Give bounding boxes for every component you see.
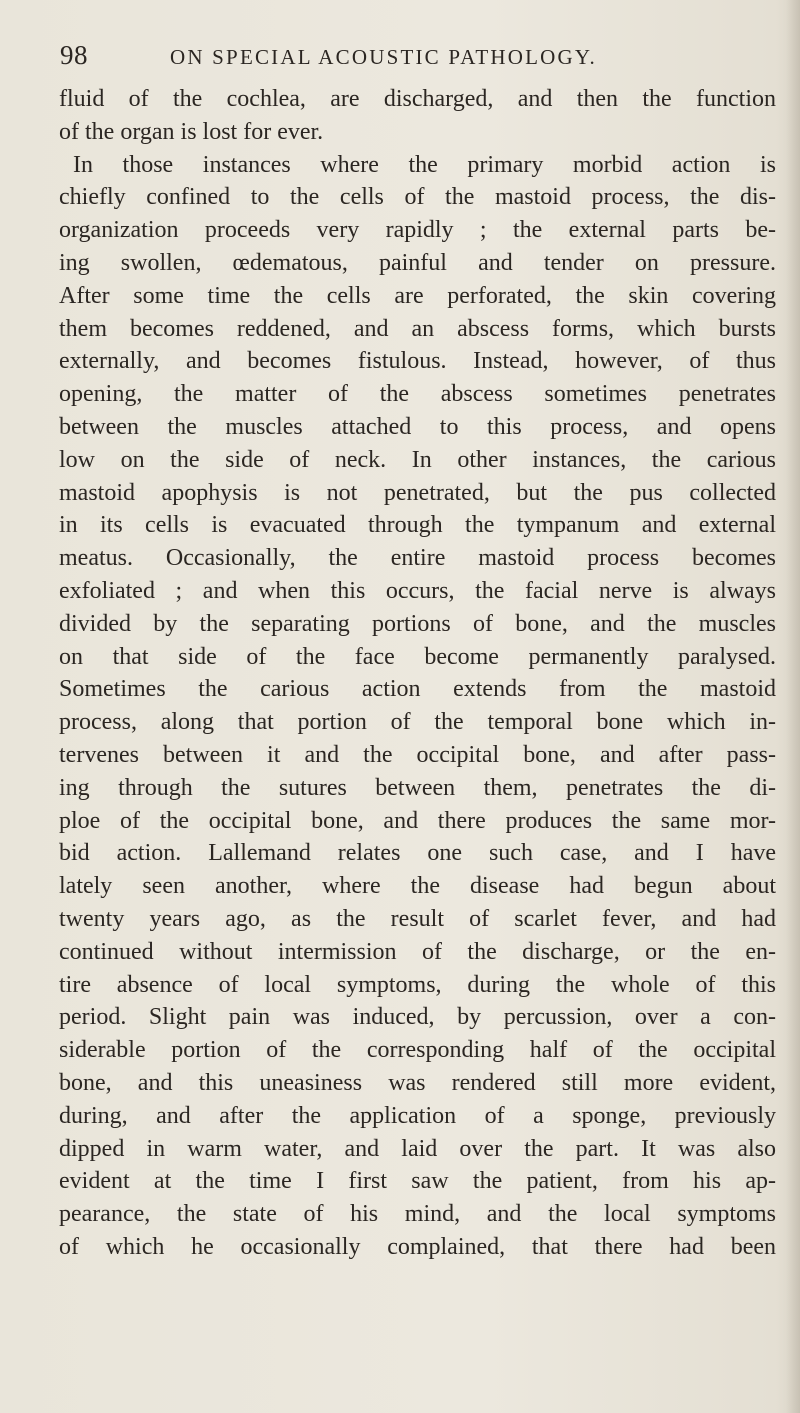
text-line: chiefly confined to the cells of the mastoid process, the dis- (59, 184, 776, 211)
body-text (59, 83, 776, 1264)
text-line: tire absence of local symptoms, during the whole of this (59, 971, 776, 998)
text-line: on that side of the face become permanently paralysed. (59, 643, 776, 670)
text-line: mastoid apophysis is not penetrated, but the pus collected (59, 479, 776, 506)
text-line: them becomes reddened, and an abscess forms, which bursts (59, 315, 776, 342)
text-line: After some time the cells are perforated, the skin covering (59, 282, 776, 309)
text-line: meatus. Occasionally, the entire mastoid process becomes (59, 545, 776, 572)
text-line: period. Slight pain was induced, by percussion, over a con- (59, 1004, 776, 1031)
page-edge-shadow (786, 0, 800, 1413)
text-line: opening, the matter of the abscess sometimes penetrates (59, 381, 776, 408)
text-line: process, along that portion of the temporal bone which in- (59, 709, 776, 736)
text-line: low on the side of neck. In other instances, the carious (59, 446, 776, 473)
text-line: siderable portion of the corresponding half of the occipital (59, 1037, 776, 1064)
text-line: In those instances where the primary morbid action is (73, 151, 776, 178)
text-line: in its cells is evacuated through the tympanum and external (59, 512, 776, 539)
text-line: fluid of the cochlea, are discharged, and then the function (59, 86, 776, 112)
text-line: tervenes between it and the occipital bone, and after pass- (59, 741, 776, 768)
text-line: lately seen another, where the disease had begun about (59, 873, 776, 900)
text-line: continued without intermission of the discharge, or the en- (59, 938, 776, 965)
text-line: externally, and becomes fistulous. Instead, however, of thus (59, 348, 776, 375)
running-title: ON SPECIAL ACOUSTIC PATHOLOGY. (170, 45, 597, 69)
text-line: bid action. Lallemand relates one such case, and I have (59, 840, 776, 867)
text-line: ploe of the occipital bone, and there produces the same mor- (59, 807, 776, 834)
text-line: during, and after the application of a sponge, previously (59, 1102, 776, 1129)
text-line: organization proceeds very rapidly ; the external parts be- (59, 217, 776, 244)
text-line: ing through the sutures between them, penetrates the di- (59, 774, 776, 801)
text-line: ing swollen, œdematous, painful and tender on pressure. (59, 249, 776, 276)
text-line: twenty years ago, as the result of scarlet fever, and had (59, 905, 776, 932)
text-line: pearance, the state of his mind, and the local symptoms (59, 1201, 776, 1228)
text-line: between the muscles attached to this process, and opens (59, 413, 776, 440)
running-head (60, 40, 772, 70)
text-line: divided by the separating portions of bone, and the muscles (59, 610, 776, 637)
text-line: Sometimes the carious action extends from the mastoid (59, 676, 776, 703)
text-line: of the organ is lost for ever. (59, 118, 324, 145)
text-line: of which he occasionally complained, that there had been (59, 1233, 776, 1260)
text-line: exfoliated ; and when this occurs, the facial nerve is always (59, 577, 776, 604)
text-line: bone, and this uneasiness was rendered still more evident, (59, 1069, 776, 1096)
page-number: 98 (60, 40, 88, 70)
text-line: dipped in warm water, and laid over the part. It was also (59, 1135, 776, 1162)
text-line: evident at the time I first saw the patient, from his ap- (59, 1168, 776, 1195)
